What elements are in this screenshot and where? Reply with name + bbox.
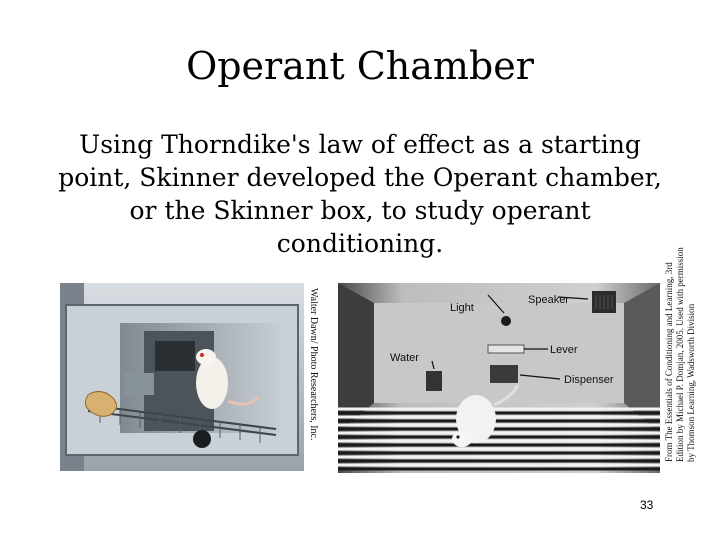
slide-body-text: Using Thorndike's law of effect as a starting point, Skinner developed the Operant chamber, or the Skinner box, to study operant conditioning. bbox=[58, 130, 662, 258]
dispenser-label: Dispenser bbox=[564, 374, 614, 386]
slide-title: Operant Chamber bbox=[186, 44, 534, 88]
operant-chamber-diagram bbox=[338, 283, 660, 473]
page-number: 33 bbox=[640, 498, 654, 512]
credit-line: Edition by Michael P. Domjan, 2005. Used with permission bbox=[675, 247, 685, 462]
credit-line: From The Essentials of Conditioning and Learning, 3rd bbox=[664, 262, 674, 462]
water-label: Water bbox=[390, 352, 419, 364]
light-label: Light bbox=[450, 302, 474, 314]
lever-label: Lever bbox=[550, 344, 578, 356]
skinner-box-photo bbox=[60, 283, 304, 471]
left-photo-credit: Walter Dawn/ Photo Researchers, Inc. bbox=[308, 288, 319, 441]
speaker-label: Speaker bbox=[528, 294, 569, 306]
right-photo-credit bbox=[664, 247, 697, 462]
credit-line: by Thomson Learning, Wadsworth Division bbox=[686, 303, 696, 462]
